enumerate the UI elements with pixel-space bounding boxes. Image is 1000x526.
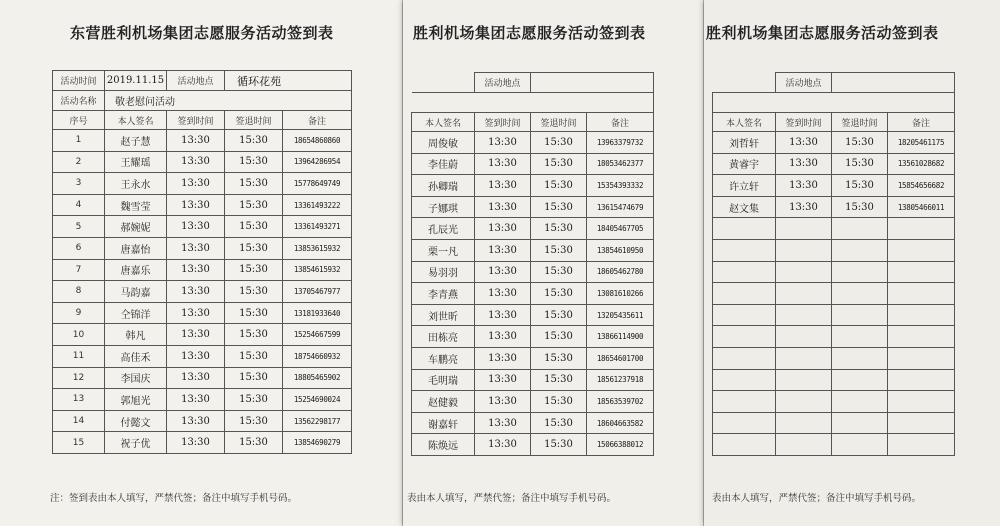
signature-cell bbox=[713, 239, 776, 261]
checkout-cell: 15:30 bbox=[832, 175, 888, 197]
checkout-cell: 15:30 bbox=[225, 173, 283, 195]
checkout-cell bbox=[832, 218, 888, 240]
checkout-cell: 15:30 bbox=[531, 196, 587, 218]
phone-cell: 13805466011 bbox=[888, 196, 955, 218]
table-row bbox=[412, 369, 654, 391]
signature-cell bbox=[713, 391, 776, 413]
table-row bbox=[412, 412, 654, 434]
checkin-cell: 13:30 bbox=[475, 369, 531, 391]
signature-cell: 易羽羽 bbox=[412, 261, 475, 283]
label-activity-place: 活动地点 bbox=[167, 71, 225, 91]
phone-cell: 13561028682 bbox=[888, 153, 955, 175]
checkout-cell: 15:30 bbox=[832, 196, 888, 218]
checkin-cell: 13:30 bbox=[475, 347, 531, 369]
checkin-cell: 13:30 bbox=[167, 130, 225, 152]
footer-note: 注：签到表由本人填写，严禁代签；备注中填写手机号码。 bbox=[50, 493, 298, 504]
phone-cell: 18053462377 bbox=[587, 153, 654, 175]
row-index: 8 bbox=[53, 281, 105, 303]
checkout-cell: 15:30 bbox=[225, 194, 283, 216]
table-row bbox=[53, 302, 352, 324]
row-index: 12 bbox=[53, 367, 105, 389]
table-row bbox=[412, 196, 654, 218]
table-row bbox=[53, 345, 352, 367]
phone-cell: 13181933640 bbox=[283, 302, 352, 324]
phone-cell: 13854615932 bbox=[283, 259, 352, 281]
table-row bbox=[713, 412, 955, 434]
checkout-cell: 15:30 bbox=[832, 132, 888, 154]
row-index: 1 bbox=[53, 130, 105, 152]
checkout-cell: 15:30 bbox=[531, 412, 587, 434]
signin-table bbox=[52, 70, 352, 454]
table-row bbox=[412, 261, 654, 283]
checkout-cell bbox=[832, 391, 888, 413]
checkin-cell: 13:30 bbox=[167, 302, 225, 324]
checkout-cell: 15:30 bbox=[225, 345, 283, 367]
checkin-cell: 13:30 bbox=[475, 412, 531, 434]
signature-cell bbox=[713, 434, 776, 456]
checkout-cell bbox=[832, 239, 888, 261]
checkin-cell: 13:30 bbox=[475, 132, 531, 154]
row-index: 5 bbox=[53, 216, 105, 238]
signin-sheet-1 bbox=[0, 0, 402, 526]
signature-cell: 陈焕远 bbox=[412, 434, 475, 456]
row-index: 10 bbox=[53, 324, 105, 346]
phone-cell bbox=[888, 218, 955, 240]
sheet-title: 胜利机场集团志愿服务活动签到表 bbox=[413, 24, 646, 42]
table-row bbox=[53, 259, 352, 281]
checkin-cell: 13:30 bbox=[167, 194, 225, 216]
checkout-cell: 15:30 bbox=[531, 326, 587, 348]
phone-cell bbox=[888, 239, 955, 261]
checkin-cell: 13:30 bbox=[167, 432, 225, 454]
checkout-cell: 15:30 bbox=[225, 237, 283, 259]
phone-cell: 13081610266 bbox=[587, 283, 654, 305]
label-activity-place: 活动地点 bbox=[776, 73, 832, 93]
table-row bbox=[412, 347, 654, 369]
row-index: 15 bbox=[53, 432, 105, 454]
phone-cell: 18754660932 bbox=[283, 345, 352, 367]
footer-note: 表由本人填写，严禁代签；备注中填写手机号码。 bbox=[407, 493, 617, 504]
table-row bbox=[53, 237, 352, 259]
phone-cell bbox=[888, 261, 955, 283]
checkout-cell bbox=[832, 261, 888, 283]
table-row bbox=[53, 194, 352, 216]
row-index: 14 bbox=[53, 410, 105, 432]
signature-cell: 刘哲轩 bbox=[713, 132, 776, 154]
checkin-cell: 13:30 bbox=[167, 259, 225, 281]
table-row bbox=[412, 218, 654, 240]
checkin-cell: 13:30 bbox=[776, 132, 832, 154]
table-row bbox=[412, 132, 654, 154]
phone-cell: 13853615932 bbox=[283, 237, 352, 259]
signature-cell: 付懿文 bbox=[105, 410, 167, 432]
checkout-cell: 15:30 bbox=[225, 130, 283, 152]
sheet-title: 胜利机场集团志愿服务活动签到表 bbox=[706, 24, 939, 42]
table-row bbox=[53, 432, 352, 454]
signature-cell: 李国庆 bbox=[105, 367, 167, 389]
checkout-cell: 15:30 bbox=[225, 259, 283, 281]
phone-cell: 13854690279 bbox=[283, 432, 352, 454]
phone-cell: 13854610950 bbox=[587, 239, 654, 261]
phone-cell bbox=[888, 304, 955, 326]
table-row bbox=[713, 434, 955, 456]
row-index: 11 bbox=[53, 345, 105, 367]
table-row bbox=[713, 283, 955, 305]
checkin-cell: 13:30 bbox=[475, 218, 531, 240]
table-row bbox=[53, 130, 352, 152]
phone-cell: 18561237918 bbox=[587, 369, 654, 391]
checkout-cell: 15:30 bbox=[531, 391, 587, 413]
signature-cell: 许立轩 bbox=[713, 175, 776, 197]
row-index: 3 bbox=[53, 173, 105, 195]
checkin-cell bbox=[776, 434, 832, 456]
header-checkout: 签退时间 bbox=[832, 113, 888, 132]
checkout-cell: 15:30 bbox=[531, 175, 587, 197]
signature-cell: 郝婉妮 bbox=[105, 216, 167, 238]
checkout-cell: 15:30 bbox=[531, 283, 587, 305]
checkout-cell: 15:30 bbox=[531, 153, 587, 175]
phone-cell: 13205435611 bbox=[587, 304, 654, 326]
header-sign: 本人签名 bbox=[713, 113, 776, 132]
checkout-cell bbox=[832, 283, 888, 305]
table-row bbox=[53, 389, 352, 411]
table-row bbox=[412, 326, 654, 348]
signature-cell: 赵子慧 bbox=[105, 130, 167, 152]
signature-cell: 毛明瑞 bbox=[412, 369, 475, 391]
label-activity-place: 活动地点 bbox=[475, 73, 531, 93]
checkout-cell bbox=[832, 412, 888, 434]
checkout-cell: 15:30 bbox=[225, 302, 283, 324]
phone-cell: 13562298177 bbox=[283, 410, 352, 432]
signin-sheet-3 bbox=[704, 0, 1000, 526]
table-row bbox=[412, 434, 654, 456]
checkout-cell: 15:30 bbox=[531, 347, 587, 369]
signature-cell bbox=[713, 261, 776, 283]
row-index: 7 bbox=[53, 259, 105, 281]
checkin-cell: 13:30 bbox=[776, 153, 832, 175]
checkin-cell: 13:30 bbox=[475, 196, 531, 218]
signature-cell: 刘世昕 bbox=[412, 304, 475, 326]
phone-cell: 13615474679 bbox=[587, 196, 654, 218]
checkout-cell: 15:30 bbox=[531, 218, 587, 240]
phone-cell: 18405467705 bbox=[587, 218, 654, 240]
checkout-cell: 15:30 bbox=[832, 153, 888, 175]
signin-table bbox=[411, 72, 654, 456]
checkout-cell bbox=[832, 326, 888, 348]
table-row bbox=[713, 175, 955, 197]
header-checkin: 签到时间 bbox=[167, 111, 225, 130]
table-row bbox=[412, 304, 654, 326]
phone-cell: 15354393332 bbox=[587, 175, 654, 197]
checkout-cell: 15:30 bbox=[225, 216, 283, 238]
phone-cell: 18654601700 bbox=[587, 347, 654, 369]
signature-cell: 栗一凡 bbox=[412, 239, 475, 261]
table-row bbox=[713, 261, 955, 283]
signature-cell bbox=[713, 369, 776, 391]
checkin-cell: 13:30 bbox=[475, 304, 531, 326]
checkin-cell bbox=[776, 347, 832, 369]
signature-cell: 谢嘉轩 bbox=[412, 412, 475, 434]
checkout-cell: 15:30 bbox=[531, 434, 587, 456]
table-row bbox=[412, 391, 654, 413]
row-index: 4 bbox=[53, 194, 105, 216]
row-index: 13 bbox=[53, 389, 105, 411]
checkin-cell: 13:30 bbox=[475, 391, 531, 413]
header-remark: 备注 bbox=[587, 113, 654, 132]
table-row bbox=[412, 239, 654, 261]
signature-cell: 赵健毅 bbox=[412, 391, 475, 413]
checkout-cell: 15:30 bbox=[225, 324, 283, 346]
signature-cell bbox=[713, 283, 776, 305]
signature-cell: 孙卿瑞 bbox=[412, 175, 475, 197]
signin-table bbox=[712, 72, 955, 456]
checkout-cell: 15:30 bbox=[531, 261, 587, 283]
table-row bbox=[53, 151, 352, 173]
checkin-cell: 13:30 bbox=[167, 281, 225, 303]
signature-cell: 王耀瑶 bbox=[105, 151, 167, 173]
signature-cell: 魏雪莹 bbox=[105, 194, 167, 216]
table-row bbox=[713, 132, 955, 154]
checkin-cell: 13:30 bbox=[776, 175, 832, 197]
table-row bbox=[412, 283, 654, 305]
checkin-cell bbox=[776, 218, 832, 240]
phone-cell: 13963379732 bbox=[587, 132, 654, 154]
checkout-cell: 15:30 bbox=[225, 151, 283, 173]
phone-cell bbox=[888, 326, 955, 348]
phone-cell: 18805465902 bbox=[283, 367, 352, 389]
row-index: 6 bbox=[53, 237, 105, 259]
signature-cell: 黄睿宇 bbox=[713, 153, 776, 175]
phone-cell: 18654860860 bbox=[283, 130, 352, 152]
checkin-cell: 13:30 bbox=[167, 389, 225, 411]
signature-cell bbox=[713, 347, 776, 369]
phone-cell: 15254690024 bbox=[283, 389, 352, 411]
phone-cell: 13705467977 bbox=[283, 281, 352, 303]
phone-cell: 15254667599 bbox=[283, 324, 352, 346]
phone-cell: 18205461175 bbox=[888, 132, 955, 154]
checkin-cell bbox=[776, 326, 832, 348]
signature-cell bbox=[713, 304, 776, 326]
signature-cell: 车鹏亮 bbox=[412, 347, 475, 369]
phone-cell: 15778649749 bbox=[283, 173, 352, 195]
phone-cell: 15066388012 bbox=[587, 434, 654, 456]
table-row bbox=[713, 239, 955, 261]
signature-cell: 唐嘉怡 bbox=[105, 237, 167, 259]
signature-cell: 唐嘉乐 bbox=[105, 259, 167, 281]
phone-cell: 18563539702 bbox=[587, 391, 654, 413]
signature-cell: 王永水 bbox=[105, 173, 167, 195]
label-activity-name: 活动名称 bbox=[53, 91, 105, 111]
table-row bbox=[713, 153, 955, 175]
checkin-cell: 13:30 bbox=[167, 324, 225, 346]
header-remark: 备注 bbox=[888, 113, 955, 132]
signature-cell bbox=[713, 412, 776, 434]
checkout-cell: 15:30 bbox=[531, 304, 587, 326]
checkin-cell bbox=[776, 304, 832, 326]
signature-cell: 李青燕 bbox=[412, 283, 475, 305]
signin-sheet-2 bbox=[403, 0, 703, 526]
table-row bbox=[53, 410, 352, 432]
header-sign: 本人签名 bbox=[105, 111, 167, 130]
checkin-cell: 13:30 bbox=[167, 216, 225, 238]
activity-name-value: 敬老慰问活动 bbox=[105, 91, 352, 111]
checkin-cell: 13:30 bbox=[475, 261, 531, 283]
checkin-cell: 13:30 bbox=[475, 153, 531, 175]
header-checkout: 签退时间 bbox=[531, 113, 587, 132]
checkin-cell: 13:30 bbox=[167, 237, 225, 259]
checkout-cell: 15:30 bbox=[531, 132, 587, 154]
checkin-cell: 13:30 bbox=[475, 326, 531, 348]
phone-cell bbox=[888, 347, 955, 369]
phone-cell bbox=[888, 434, 955, 456]
signature-cell: 高佳禾 bbox=[105, 345, 167, 367]
table-row bbox=[53, 173, 352, 195]
signature-cell: 李佳蔚 bbox=[412, 153, 475, 175]
checkin-cell: 13:30 bbox=[167, 345, 225, 367]
signature-cell: 韩凡 bbox=[105, 324, 167, 346]
header-checkout: 签退时间 bbox=[225, 111, 283, 130]
checkin-cell bbox=[776, 261, 832, 283]
sheet-title: 东营胜利机场集团志愿服务活动签到表 bbox=[70, 24, 334, 42]
header-checkin: 签到时间 bbox=[475, 113, 531, 132]
checkout-cell: 15:30 bbox=[225, 410, 283, 432]
table-row bbox=[412, 175, 654, 197]
checkout-cell: 15:30 bbox=[225, 281, 283, 303]
header-checkin: 签到时间 bbox=[776, 113, 832, 132]
table-row bbox=[713, 391, 955, 413]
table-row bbox=[713, 369, 955, 391]
phone-cell: 18605462780 bbox=[587, 261, 654, 283]
table-row bbox=[53, 324, 352, 346]
phone-cell: 18604663582 bbox=[587, 412, 654, 434]
label-activity-time: 活动时间 bbox=[53, 71, 105, 91]
table-row bbox=[713, 326, 955, 348]
row-index: 2 bbox=[53, 151, 105, 173]
phone-cell bbox=[888, 369, 955, 391]
checkout-cell: 15:30 bbox=[225, 389, 283, 411]
checkin-cell bbox=[776, 283, 832, 305]
checkout-cell bbox=[832, 434, 888, 456]
checkin-cell: 13:30 bbox=[475, 434, 531, 456]
signature-cell: 马韵嘉 bbox=[105, 281, 167, 303]
checkin-cell: 13:30 bbox=[167, 151, 225, 173]
checkin-cell bbox=[776, 369, 832, 391]
checkin-cell bbox=[776, 412, 832, 434]
signature-cell: 郭旭光 bbox=[105, 389, 167, 411]
signature-cell: 子娜琪 bbox=[412, 196, 475, 218]
checkout-cell: 15:30 bbox=[225, 367, 283, 389]
signature-cell: 周俊敏 bbox=[412, 132, 475, 154]
phone-cell bbox=[888, 391, 955, 413]
row-index: 9 bbox=[53, 302, 105, 324]
checkin-cell: 13:30 bbox=[167, 410, 225, 432]
table-row bbox=[713, 196, 955, 218]
table-row bbox=[53, 216, 352, 238]
table-row bbox=[713, 218, 955, 240]
checkin-cell: 13:30 bbox=[776, 196, 832, 218]
checkout-cell bbox=[832, 304, 888, 326]
phone-cell bbox=[888, 283, 955, 305]
signature-cell: 祝子优 bbox=[105, 432, 167, 454]
checkout-cell: 15:30 bbox=[225, 432, 283, 454]
checkout-cell bbox=[832, 369, 888, 391]
phone-cell: 15854656682 bbox=[888, 175, 955, 197]
phone-cell: 13361493222 bbox=[283, 194, 352, 216]
checkin-cell: 13:30 bbox=[167, 173, 225, 195]
signature-cell: 田栋亮 bbox=[412, 326, 475, 348]
header-remark: 备注 bbox=[283, 111, 352, 130]
phone-cell: 13964286954 bbox=[283, 151, 352, 173]
header-index: 序号 bbox=[53, 111, 105, 130]
signature-cell: 孔辰光 bbox=[412, 218, 475, 240]
checkout-cell: 15:30 bbox=[531, 369, 587, 391]
signature-cell bbox=[713, 326, 776, 348]
checkin-cell: 13:30 bbox=[475, 175, 531, 197]
checkin-cell bbox=[776, 391, 832, 413]
signature-cell: 仝锦洋 bbox=[105, 302, 167, 324]
phone-cell bbox=[888, 412, 955, 434]
checkin-cell: 13:30 bbox=[167, 367, 225, 389]
table-row bbox=[713, 304, 955, 326]
checkin-cell bbox=[776, 239, 832, 261]
checkout-cell: 15:30 bbox=[531, 239, 587, 261]
phone-cell: 13866114900 bbox=[587, 326, 654, 348]
checkout-cell bbox=[832, 347, 888, 369]
table-row bbox=[713, 347, 955, 369]
table-row bbox=[53, 367, 352, 389]
table-row bbox=[53, 281, 352, 303]
footer-note: 表由本人填写，严禁代签；备注中填写手机号码。 bbox=[712, 493, 922, 504]
header-sign: 本人签名 bbox=[412, 113, 475, 132]
phone-cell: 13361493271 bbox=[283, 216, 352, 238]
activity-place-value: 循环花苑 bbox=[225, 71, 352, 91]
signature-cell: 赵文集 bbox=[713, 196, 776, 218]
checkin-cell: 13:30 bbox=[475, 283, 531, 305]
signature-cell bbox=[713, 218, 776, 240]
activity-time-value: 2019.11.15 bbox=[105, 71, 167, 91]
checkin-cell: 13:30 bbox=[475, 239, 531, 261]
table-row bbox=[412, 153, 654, 175]
